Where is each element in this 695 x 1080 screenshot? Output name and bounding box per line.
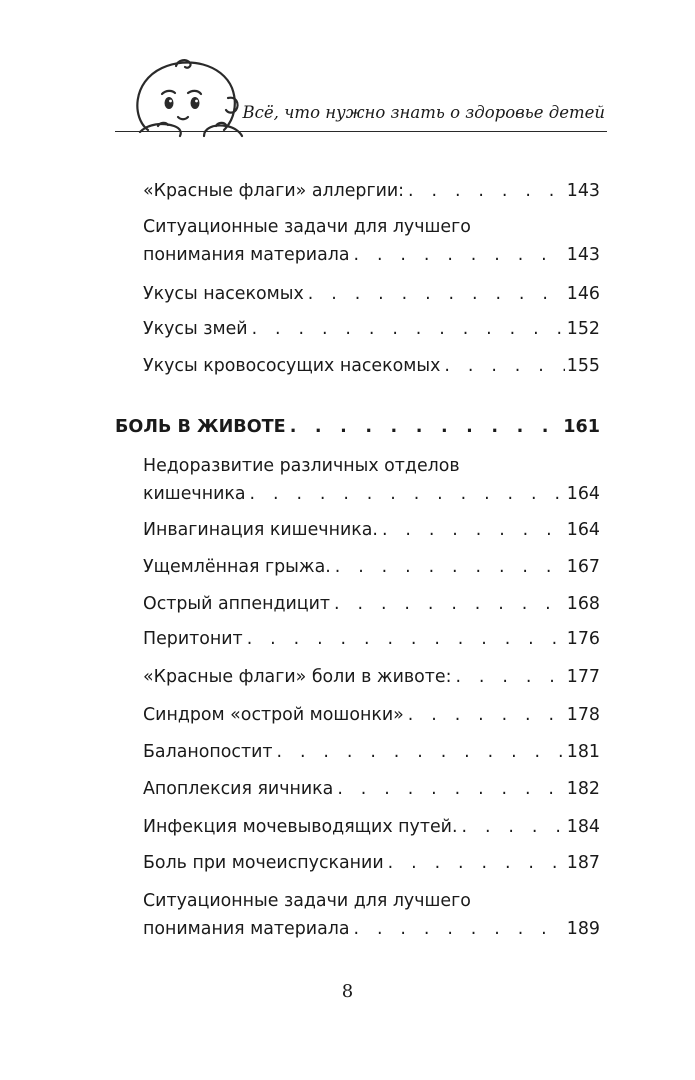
leader-dots xyxy=(408,701,565,729)
toc-entry-title: Инвагинация кишечника. xyxy=(143,520,378,540)
toc-entry[interactable] xyxy=(143,738,600,766)
leader-dots xyxy=(462,813,565,841)
toc-entry[interactable] xyxy=(143,849,600,877)
toc-chapter-title: БОЛЬ В ЖИВОТЕ xyxy=(115,417,286,437)
page-number: 8 xyxy=(341,981,354,1002)
toc-entry-page: 168 xyxy=(566,594,600,614)
toc-entry-page: 184 xyxy=(566,817,600,837)
toc-entry-title: кишечника xyxy=(143,484,246,504)
leader-dots xyxy=(252,315,565,343)
leader-dots xyxy=(250,480,565,508)
toc-entry-title: Инфекция мочевыводящих путей. xyxy=(143,817,458,837)
toc-entry-page: 152 xyxy=(566,319,600,339)
leader-dots xyxy=(388,849,565,877)
toc-entry[interactable] xyxy=(143,775,600,803)
page-header xyxy=(0,0,695,140)
toc-entry-title: Апоплексия яичника xyxy=(143,779,334,799)
leader-dots xyxy=(455,663,564,691)
leader-dots xyxy=(335,553,565,581)
toc-entry-page: 177 xyxy=(566,667,600,687)
toc-entry-page: 167 xyxy=(566,557,600,577)
toc-entry[interactable] xyxy=(143,177,600,205)
toc-entry-title: «Красные флаги» аллергии: xyxy=(143,181,405,201)
toc-entry-page: 161 xyxy=(563,417,600,437)
toc-chapter-entry[interactable] xyxy=(115,413,600,441)
toc-entry[interactable] xyxy=(143,553,600,581)
toc-entry-page: 178 xyxy=(566,705,600,725)
toc-entry-page: 187 xyxy=(566,853,600,873)
leader-dots xyxy=(247,625,565,653)
leader-dots xyxy=(444,352,564,380)
toc-entry-title: понимания материала xyxy=(143,919,350,939)
toc-entry[interactable] xyxy=(143,452,600,508)
toc-entry[interactable] xyxy=(143,516,600,544)
leader-dots xyxy=(408,177,565,205)
running-title: Всё, что нужно знать о здоровье детей xyxy=(242,103,605,122)
toc-entry-page: 182 xyxy=(566,779,600,799)
toc-entry[interactable] xyxy=(143,280,600,308)
toc-entry-title: Боль при мочеиспускании xyxy=(143,853,384,873)
toc-entry-page: 146 xyxy=(566,284,600,304)
toc-entry[interactable] xyxy=(143,887,600,943)
toc-entry-title: «Красные флаги» боли в животе: xyxy=(143,667,452,687)
toc-entry-title-line1: Недоразвитие различных отделов xyxy=(143,456,460,476)
leader-dots xyxy=(337,775,564,803)
toc-entry-page: 155 xyxy=(566,356,600,376)
toc-entry-title: Укусы насекомых xyxy=(143,284,304,304)
toc-entry[interactable] xyxy=(143,625,600,653)
toc-entry-page: 143 xyxy=(566,181,600,201)
toc-entry-title: Укусы змей xyxy=(143,319,248,339)
toc-entry-page: 189 xyxy=(566,919,600,939)
toc-entry-page: 181 xyxy=(566,742,600,762)
toc-entry-title: понимания материала xyxy=(143,245,350,265)
toc-entry[interactable] xyxy=(143,213,600,269)
toc-entry[interactable] xyxy=(143,590,600,618)
toc-entry-title: Перитонит xyxy=(143,629,243,649)
leader-dots xyxy=(277,738,565,766)
toc-entry[interactable] xyxy=(143,701,600,729)
leader-dots xyxy=(354,241,565,269)
toc-entry-title: Острый аппендицит xyxy=(143,594,331,614)
toc-entry[interactable] xyxy=(143,663,600,691)
toc-entry[interactable] xyxy=(143,813,600,841)
toc-entry-page: 164 xyxy=(566,484,600,504)
baby-face-icon xyxy=(118,52,258,138)
toc-entry-page: 176 xyxy=(566,629,600,649)
leader-dots xyxy=(354,915,565,943)
toc-entry-page: 164 xyxy=(566,520,600,540)
toc-entry-title: Укусы кровососущих насекомых xyxy=(143,356,441,376)
toc-entry-title: Ущемлённая грыжа. xyxy=(143,557,331,577)
toc-entry[interactable] xyxy=(143,352,600,380)
toc-entry-title: Баланопостит xyxy=(143,742,273,762)
toc-entry[interactable] xyxy=(143,315,600,343)
leader-dots xyxy=(334,590,565,618)
toc-entry-title-line1: Ситуационные задачи для лучшего xyxy=(143,217,471,237)
toc-entry-page: 143 xyxy=(566,245,600,265)
header-rule xyxy=(115,131,607,132)
leader-dots xyxy=(308,280,565,308)
leader-dots xyxy=(382,516,565,544)
leader-dots xyxy=(290,413,562,441)
toc-entry-title-line1: Ситуационные задачи для лучшего xyxy=(143,891,471,911)
toc-entry-title: Синдром «острой мошонки» xyxy=(143,705,404,725)
